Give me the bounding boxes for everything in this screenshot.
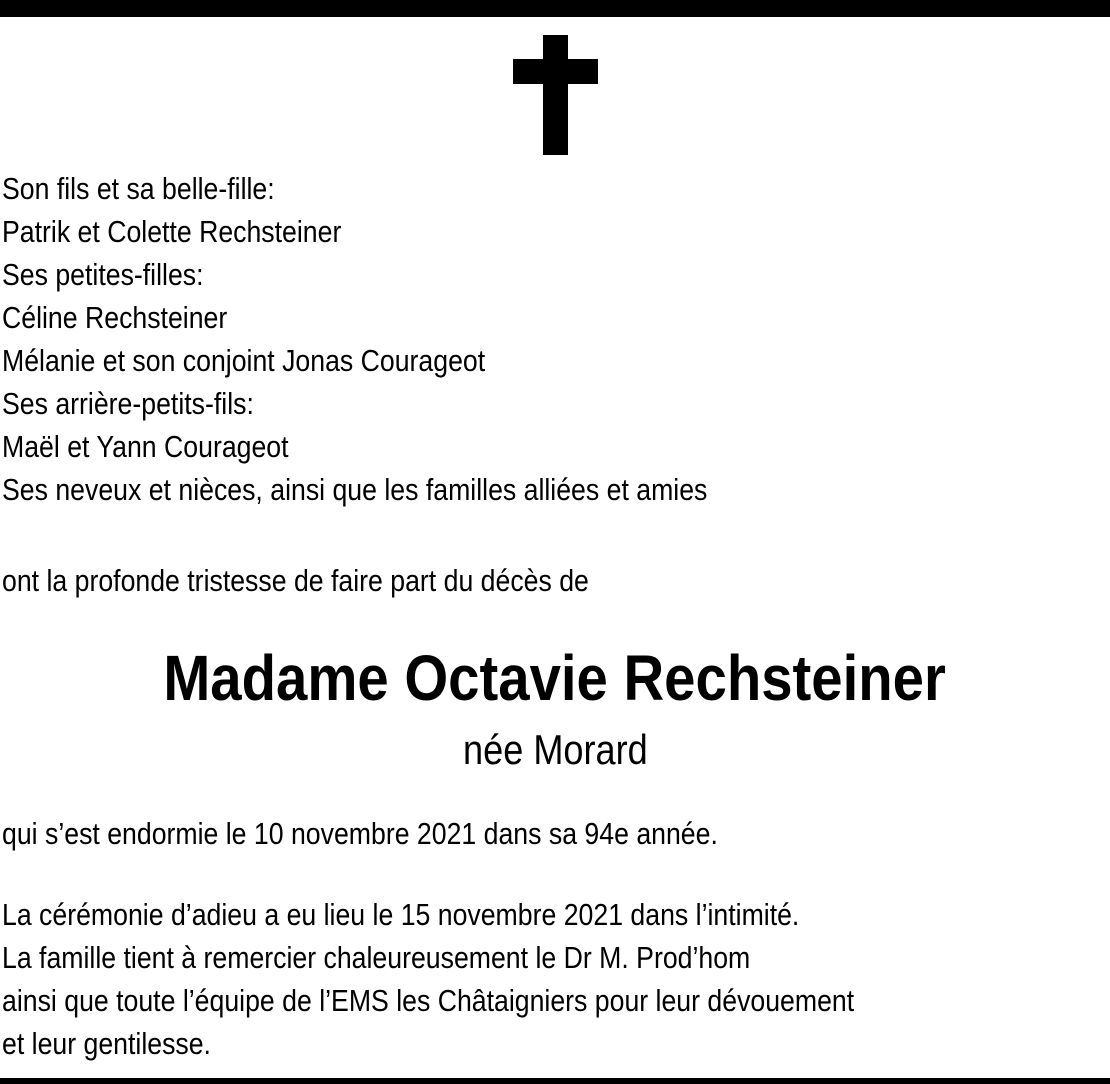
- closing-paragraph: [0, 897, 991, 1069]
- family-line: Ses petites-filles:: [2, 257, 204, 292]
- maiden-name-line: [0, 726, 1110, 774]
- deceased-name: Madame Octavie Rechsteiner: [163, 642, 947, 714]
- family-line: Patrik et Colette Rechsteiner: [2, 214, 342, 249]
- announcement-text: ont la profonde tristesse de faire part du décès de: [2, 563, 589, 598]
- closing-line: La cérémonie d’adieu a eu lieu le 15 novembre 2021 dans l’intimité.: [2, 897, 800, 932]
- bottom-border: [0, 1078, 1110, 1084]
- closing-line: et leur gentilesse.: [2, 1026, 211, 1061]
- family-line: Ses neveux et nièces, ainsi que les familles alliées et amies: [2, 472, 708, 507]
- latin-cross-icon: [513, 35, 598, 155]
- deceased-name-heading: [0, 642, 1110, 714]
- top-border: [0, 0, 1110, 17]
- family-line: Mélanie et son conjoint Jonas Courageot: [2, 343, 486, 378]
- cross-horizontal-bar: [513, 59, 598, 84]
- closing-line: La famille tient à remercier chaleureusement le Dr M. Prod’hom: [2, 940, 751, 975]
- family-line: Céline Rechsteiner: [2, 300, 228, 335]
- family-line: Son fils et sa belle-fille:: [2, 171, 275, 206]
- closing-line: ainsi que toute l’équipe de l’EMS les Châtaigniers pour leur dévouement: [2, 983, 855, 1018]
- passing-text: qui s’est endormie le 10 novembre 2021 dans sa 94e année.: [2, 816, 718, 851]
- maiden-name: née Morard: [462, 726, 648, 773]
- cross-vertical-bar: [543, 35, 568, 155]
- family-line: Ses arrière-petits-fils:: [2, 386, 254, 421]
- family-line: Maël et Yann Courageot: [2, 429, 289, 464]
- family-list: [0, 171, 820, 515]
